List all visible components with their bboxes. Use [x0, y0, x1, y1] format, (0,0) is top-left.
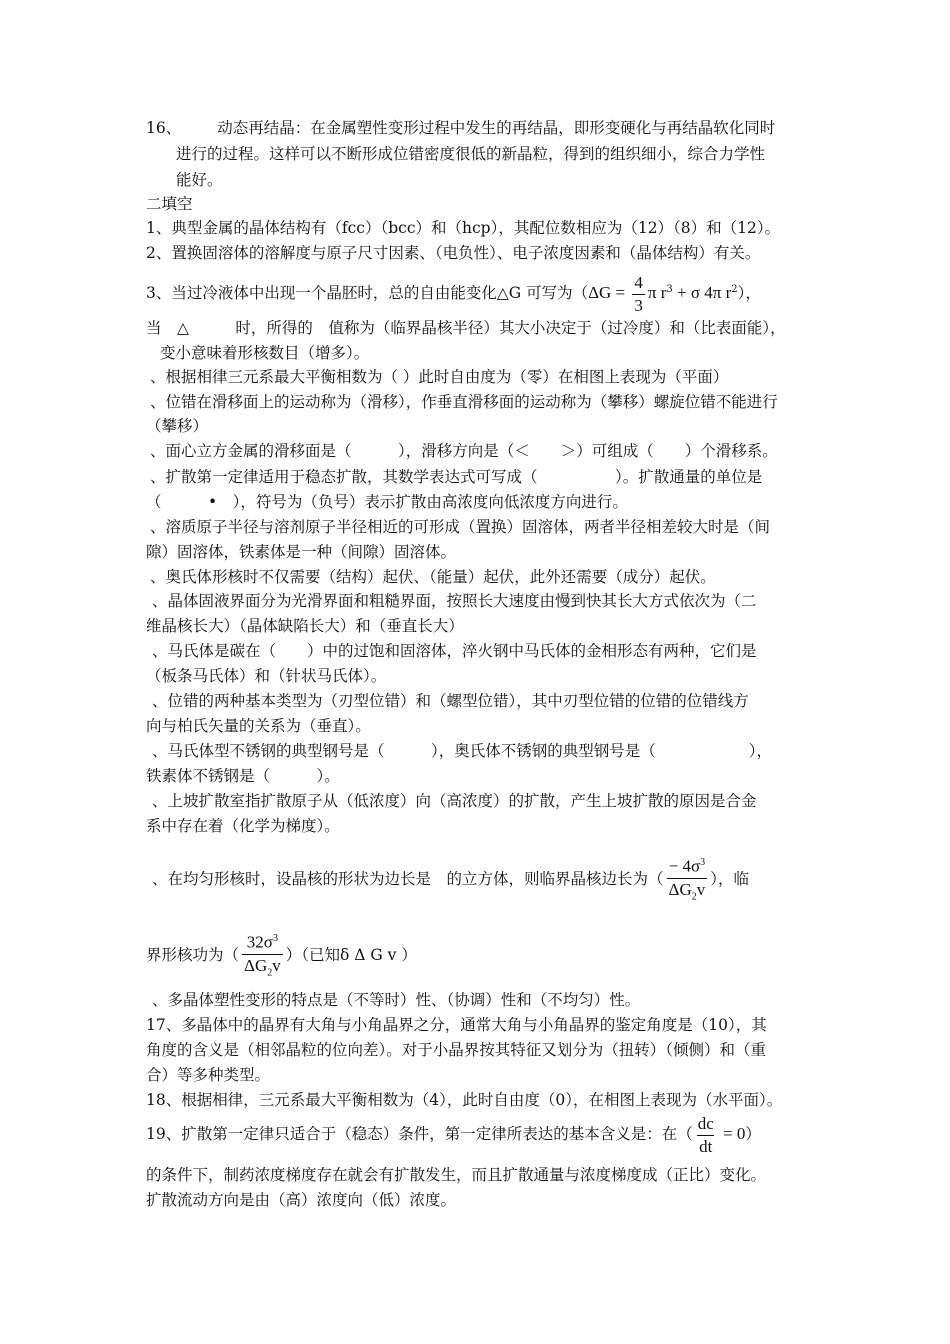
- fill-7a: 、扩散第一定律适用于稳态扩散，其数学表达式可写成（ ）。扩散通量的单位是: [150, 468, 763, 486]
- fill-8b: 隙）固溶体，铁素体是一种（间隙）固溶体。: [146, 543, 457, 561]
- fill-17c: 合）等多种类型。: [146, 1066, 271, 1084]
- fill-15b-text-end: ）（已知δ Δ G v ）: [285, 946, 417, 965]
- fill-15b-text: 界形核功为（: [146, 946, 240, 965]
- fill-13a: 、马氏体型不锈钢的典型钢号是（ ），奥氏体不锈钢的典型钢号是（ ），: [152, 742, 773, 760]
- formula-part: π r: [647, 283, 667, 303]
- fill-8a: 、溶质原子半径与溶剂原子半径相近的可形成（置换）固溶体，两者半径相差较大时是（间: [150, 518, 771, 536]
- exponent: 2: [731, 284, 738, 295]
- fraction-numerator: − 4σ: [668, 856, 701, 876]
- exponent: 3: [666, 284, 673, 295]
- section-title: 二填空: [146, 195, 193, 213]
- fraction-numerator: dc: [697, 1113, 714, 1133]
- item-16-line2: 进行的过程。这样可以不断形成位错密度很低的新晶粒，得到的组织细小，综合力学性: [176, 145, 766, 163]
- fraction-denominator-var: v: [696, 879, 706, 899]
- fill-4: 、根据相律三元系最大平衡相数为（ ）此时自由度为（零）在相图上表现为（平面）: [150, 368, 729, 386]
- fraction: [632, 272, 645, 317]
- formula-part: + σ 4π r: [672, 283, 732, 303]
- fraction-denominator: ΔG: [668, 879, 692, 899]
- fill-11a: 、马氏体是碳在（ ）中的过饱和固溶体，淬火钢中马氏体的金相形态有两种，它们是: [152, 642, 757, 660]
- fill-19-text: 19、扩散第一定律只适合于（稳态）条件，第一定律所表达的基本含义是：在（: [146, 1125, 693, 1143]
- fraction-denominator: 3: [634, 295, 643, 315]
- fill-16: 、多晶体塑性变形的特点是（不等时）性、（协调）性和（不均匀）性。: [152, 991, 641, 1009]
- fill-5b: （攀移）: [146, 417, 209, 435]
- fraction: $\frac{- 4\sigma^3}{\Delta G_2v}$: [667, 852, 708, 908]
- fill-18: 18、根据相律，三元系最大平衡相数为（4），此时自由度（0），在相图上表现为（水平面）。: [146, 1091, 783, 1109]
- fraction: $\frac{32\sigma^3}{\Delta G_2v}$: [242, 928, 283, 984]
- fill-12b: 向与柏氏矢量的关系为（垂直）。: [146, 717, 371, 735]
- fill-13b: 铁素体不锈钢是（ ）。: [146, 767, 340, 785]
- fill-9: 、奥氏体形核时不仅需要（结构）起伏、（能量）起伏，此外还需要（成分）起伏。: [150, 568, 716, 586]
- fill-11b: （板条马氏体）和（针状马氏体）。: [146, 667, 387, 685]
- fill-19c: 扩散流动方向是由（高）浓度向（低）浓度。: [146, 1191, 457, 1209]
- fill-3: [146, 268, 761, 315]
- fill-15b: [146, 928, 417, 979]
- fill-19: [146, 1112, 761, 1156]
- item-number: 16、: [146, 119, 182, 137]
- fill-19-text-end: ）: [745, 1125, 761, 1143]
- fill-3-text: 3、当过冷液体中出现一个晶胚时，总的自由能变化△G 可写为（: [146, 284, 589, 303]
- fill-17a: 17、多晶体中的晶界有大角与小角晶界之分，通常大角与小角晶界的鉴定角度是（10），其: [146, 1016, 767, 1034]
- fill-14b: 系中存在着（化学为梯度）。: [146, 817, 340, 835]
- fraction-denominator: dt: [699, 1136, 713, 1156]
- formula-part: ΔG =: [588, 283, 630, 303]
- fill-17b: 角度的含义是（相邻晶粒的位向差）。对于小晶界按其特征又划分为（扭转）（倾侧）和（重: [146, 1041, 767, 1059]
- fill-15-text-end: ），临: [710, 870, 749, 889]
- fraction-numerator: 32σ: [246, 932, 273, 952]
- fill-1: 1、典型金属的晶体结构有（fcc）（bcc）和（hcp），其配位数相应为（12）（8）和（12）。: [146, 219, 781, 237]
- fill-19b: 的条件下，制药浓度梯度存在就会有扩散发生，而且扩散通量与浓度梯度成（正比）变化。: [146, 1166, 767, 1184]
- item-text: 动态再结晶：在金属塑性变形过程中发生的再结晶，即形变硬化与再结晶软化同时: [217, 119, 776, 137]
- fill-7b: （ • ），符号为（负号）表示扩散由高浓度向低浓度方向进行。: [146, 493, 628, 511]
- fraction-denominator-var: v: [272, 955, 281, 975]
- formula-part: = 0: [718, 1124, 746, 1143]
- fill-3c: 变小意味着形核数目（增多）。: [160, 344, 370, 362]
- fill-15: [152, 852, 749, 903]
- fill-10a: 、晶体固液界面分为光滑界面和粗糙界面，按照长大速度由慢到快其长大方式依次为（二: [152, 592, 757, 610]
- fill-10b: 维晶核长大）（晶体缺陷长大）和（垂直长大）: [146, 617, 464, 635]
- fraction: [696, 1113, 716, 1158]
- item-16-line1: [146, 118, 775, 138]
- fill-6: 、面心立方金属的滑移面是（ ），滑移方向是（＜ ＞）可组成（ ）个滑移系。: [150, 442, 778, 460]
- fill-5a: 、位错在滑移面上的运动称为（滑移），作垂直滑移面的运动称为（攀移）螺旋位错不能进行: [150, 393, 778, 411]
- fraction-numerator: 4: [634, 272, 643, 292]
- fill-2: 2、置换固溶体的溶解度与原子尺寸因素、（电负性）、电子浓度因素和（晶体结构）有关。: [146, 244, 761, 262]
- item-16-line3: 能好。: [176, 171, 223, 189]
- fill-3-text-end: ），: [737, 284, 761, 303]
- fraction-denominator: ΔG: [244, 955, 268, 975]
- fill-12a: 、位错的两种基本类型为（刃型位错）和（螺型位错），其中刃型位错的位错的位错线方: [152, 692, 749, 710]
- fill-14a: 、上坡扩散室指扩散原子从（低浓度）向（高浓度）的扩散，产生上坡扩散的原因是合金: [152, 792, 757, 810]
- fill-15-text: 、在均匀形核时，设晶核的形状为边长是 的立方体，则临界晶核边长为（: [152, 870, 664, 889]
- fill-3b: 当 △ 时，所得的 值称为（临界晶核半径）其大小决定于（过冷度）和（比表面能），: [146, 319, 786, 337]
